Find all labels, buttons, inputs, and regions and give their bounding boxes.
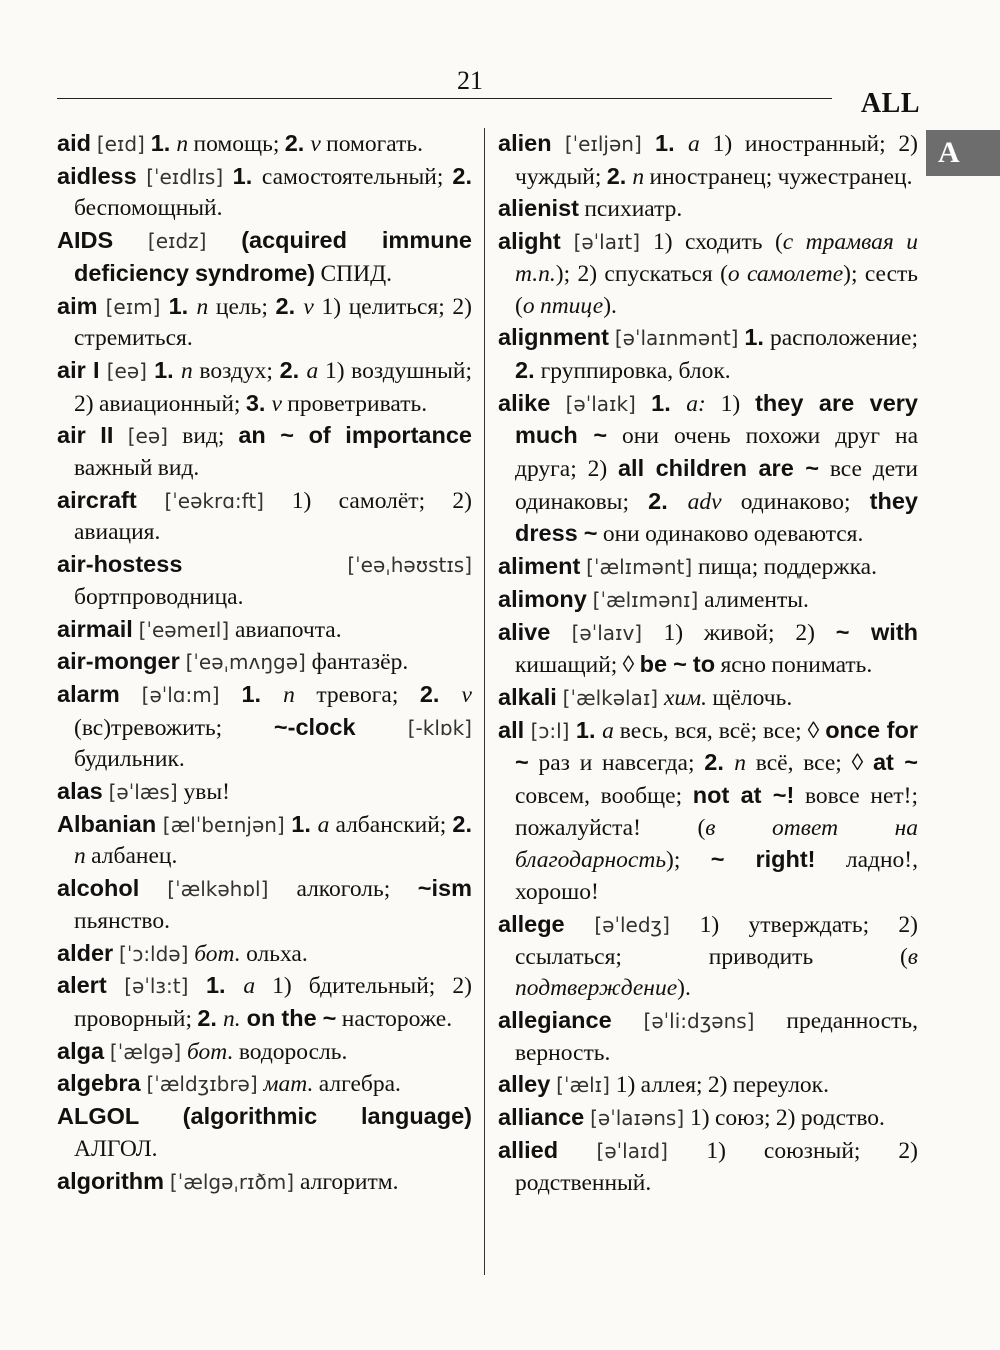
dictionary-entry [57, 1166, 472, 1199]
bold-phrase: 1. [205, 972, 244, 999]
transcription: [ˈælɪmənɪ] [586, 587, 705, 612]
translation-text: увы! [183, 779, 230, 806]
headword: alimony [498, 585, 587, 612]
dictionary-entry [57, 1101, 472, 1165]
italic-label: о самолете [727, 260, 844, 287]
bold-phrase: ~-clock [273, 713, 356, 740]
dictionary-entry [57, 161, 472, 225]
translation-text: ); сесть ( [515, 260, 918, 319]
column-divider [484, 128, 485, 1275]
bold-phrase: on the ~ [240, 1004, 337, 1031]
translation-text: цель; [208, 293, 276, 320]
transcription: [ˈælɪmənt] [580, 555, 699, 580]
transcription: [əˈlaɪt] [560, 230, 653, 255]
headword: alike [498, 389, 551, 416]
headword: alignment [498, 324, 609, 351]
italic-label: a: [686, 390, 706, 417]
transcription: [əˈlæs] [102, 780, 184, 805]
transcription: [ˈælgəˌrɪðm] [164, 1169, 300, 1194]
translation-text: 1) аллея; 2) переулок. [615, 1072, 829, 1099]
translation-text: проветривать. [281, 390, 428, 417]
transcription: [əˈledʒ] [564, 912, 700, 937]
dictionary-entry [57, 776, 472, 809]
headword: aid [57, 130, 91, 156]
bold-phrase: 1. [232, 162, 262, 189]
headword: alert [57, 972, 107, 999]
headword: aliment [498, 553, 581, 580]
transcription: [əˈlaɪv] [550, 620, 664, 645]
italic-label: a [688, 131, 700, 157]
transcription: [ˈɔ:ldə] [113, 941, 195, 966]
headword: AIDS [57, 227, 114, 254]
bold-phrase: 2. [704, 749, 735, 776]
translation-text: 1) союзный; 2) родственный. [515, 1137, 918, 1196]
bold-phrase: 2. [419, 680, 462, 707]
italic-label: n. [223, 1005, 241, 1032]
dictionary-entry [498, 1069, 918, 1102]
transcription: [əˈli:dʒəns] [611, 1008, 787, 1033]
bold-phrase: 1. [150, 130, 177, 156]
headword: alley [498, 1071, 551, 1098]
translation-text: водоросль. [233, 1038, 348, 1065]
italic-label: n [74, 843, 86, 870]
dictionary-entry [498, 682, 918, 715]
headword: all [498, 716, 525, 743]
translation-text: раз и навсегда; [528, 750, 705, 777]
translation-text: СПИД. [315, 260, 393, 287]
translation-text: настороже. [336, 1005, 453, 1032]
bold-phrase: ~ism [417, 875, 473, 902]
translation-text: албанский; [329, 811, 453, 838]
translation-text: 1) иностранный; 2) чуждый; [515, 131, 918, 190]
transcription: [ˈeəˌhəʊstɪs] [182, 553, 472, 578]
translation-text: 1) союз; 2) родство. [690, 1105, 885, 1132]
headword: air-hostess [57, 551, 183, 578]
translation-text: расположение; [769, 325, 918, 352]
translation-text: они одинаково одеваются. [597, 521, 864, 548]
transcription: [ˈeɪdlɪs] [136, 164, 233, 189]
transcription: [ˈeəmeɪl] [132, 617, 235, 642]
dictionary-entry [57, 614, 472, 647]
translation-text: беспомощный. [74, 195, 223, 222]
translation-text: авиапочта. [234, 616, 342, 643]
transcription: [ˈældʒɪbrə] [140, 1072, 264, 1097]
translation-text: АЛГОЛ. [74, 1135, 158, 1162]
bold-phrase: be ~ to [639, 651, 716, 678]
translation-text: помощь; [188, 131, 285, 157]
translation-text: они очень похожи друг на друга; 2) [515, 423, 919, 483]
italic-label: v [310, 131, 321, 157]
italic-label: n [181, 357, 193, 384]
dictionary-entry [57, 549, 472, 613]
dictionary-entry [57, 355, 472, 420]
bold-phrase: 2. [284, 130, 311, 156]
transcription: [əˈlaɪəns] [584, 1106, 691, 1131]
translation-text: всё, все; ◊ [746, 750, 873, 777]
dictionary-entry [57, 970, 472, 1035]
bold-phrase: (algorithmic language) [138, 1103, 472, 1130]
headword: air I [57, 356, 100, 383]
bold-phrase: once for ~ [515, 716, 918, 776]
thumb-index-tab [926, 130, 1000, 176]
translation-text: самостоятельный; [261, 163, 453, 190]
bold-phrase: 2. [452, 810, 472, 837]
headword: airmail [57, 615, 133, 642]
translation-text: преданность, верность. [515, 1007, 918, 1066]
guide-word: ALL [860, 88, 920, 119]
headword: alas [57, 778, 103, 805]
bold-phrase: all children are ~ [617, 455, 819, 482]
dictionary-entry [498, 1102, 918, 1135]
translation-text: ольха. [240, 940, 308, 967]
transcription: [eə] [113, 424, 183, 449]
headword: ALGOL [57, 1103, 139, 1130]
translation-text: иностранец; чужестранец. [644, 163, 913, 190]
dictionary-entry [498, 322, 918, 387]
dictionary-entry [57, 291, 472, 355]
thumb-letter: A [938, 136, 960, 169]
dictionary-entry [57, 1068, 472, 1101]
dictionary-entry [498, 617, 918, 682]
bold-phrase: 1. [651, 389, 687, 416]
bold-phrase: an ~ of importance [238, 422, 472, 449]
translation-text: бортпроводница. [74, 583, 244, 610]
headword: air II [57, 422, 114, 449]
headword: aidless [57, 162, 137, 189]
headword: air-monger [57, 648, 180, 675]
translation-text: совсем, вообще; [515, 783, 693, 810]
transcription: [eɪdz] [113, 229, 242, 254]
bold-phrase: not at ~! [692, 782, 795, 809]
bold-phrase: at ~ [872, 749, 918, 776]
translation-text: 1) воздушный; 2) авиационный; [74, 357, 472, 417]
bold-phrase: 1. [168, 292, 197, 319]
headword: alienist [498, 195, 579, 222]
headword: alder [57, 939, 114, 966]
italic-label: о птице [522, 292, 604, 319]
italic-label: с трамвая и т.п. [515, 229, 918, 287]
headword: aim [57, 292, 98, 319]
translation-text: 1) сходить ( [652, 229, 783, 256]
translation-text: алгебра. [313, 1071, 401, 1098]
dictionary-entry [57, 809, 472, 873]
bold-phrase: 1. [291, 810, 318, 837]
transcription: [eə] [99, 358, 155, 383]
translation-text: вовсе нет!; пожалуйста! ( [515, 783, 918, 841]
dictionary-entry [57, 420, 472, 484]
left-column [57, 128, 472, 1198]
translation-text: фантазёр. [311, 649, 409, 676]
transcription: [eɪd] [90, 132, 151, 156]
italic-label: хим. [663, 684, 708, 711]
dictionary-entry [57, 679, 472, 776]
dictionary-entry [498, 1005, 918, 1069]
headword: allegiance [498, 1006, 612, 1033]
dictionary-entry [57, 873, 472, 937]
italic-label: a [306, 357, 319, 384]
bold-phrase: 1. [154, 356, 182, 383]
headword: alive [498, 618, 551, 645]
bold-phrase: 2. [515, 356, 541, 383]
headword: alga [57, 1037, 105, 1064]
translation-text: воздух; [192, 357, 280, 384]
dictionary-entry [498, 715, 918, 909]
italic-label: v [303, 293, 314, 320]
bold-phrase: they dress ~ [515, 487, 918, 547]
headword: aircraft [57, 486, 137, 513]
translation-text: психиатр. [578, 196, 683, 223]
translation-text: ); 2) спускаться ( [555, 260, 728, 287]
dictionary-entry [498, 128, 918, 193]
dictionary-entry [498, 388, 918, 552]
bold-phrase: 2. [275, 292, 304, 319]
translation-text: 1) [705, 390, 756, 417]
dictionary-entry [498, 226, 918, 322]
headword: alliance [498, 1104, 585, 1131]
transcription: [ˈælgə] [104, 1039, 188, 1064]
translation-text: группировка, блок. [540, 357, 731, 384]
translation-text: весь, вся, всё; все; ◊ [613, 717, 826, 744]
translation-text: ладно!, хорошо! [515, 847, 918, 906]
right-column [498, 128, 918, 1199]
bold-phrase: 1. [575, 716, 603, 743]
italic-label: в подтверждение [515, 943, 918, 1002]
bold-phrase: 2. [279, 356, 307, 383]
bold-phrase: 2. [648, 487, 688, 514]
translation-text: одинаково; [721, 488, 870, 515]
bold-phrase: ~ right! [710, 846, 816, 873]
translation-text: кишащий; ◊ [515, 652, 640, 679]
italic-label: n [283, 681, 295, 708]
bold-phrase: 3. [245, 389, 272, 416]
translation-text: 1) живой; 2) [663, 619, 836, 646]
translation-text: 1) самолёт; 2) авиация. [74, 487, 472, 546]
translation-text: все дети одинаковы; [515, 456, 918, 515]
translation-text: 1) целиться; 2) стремиться. [74, 293, 472, 352]
transcription: [ælˈbeɪnjən] [156, 812, 292, 837]
translation-text: вид; [182, 423, 239, 450]
translation-text: ). [603, 292, 617, 319]
translation-text: щёлочь. [707, 684, 793, 711]
bold-phrase: 2. [452, 162, 472, 189]
bold-phrase: 2. [606, 162, 633, 189]
dictionary-entry [57, 1036, 472, 1069]
bold-phrase: 1. [744, 324, 770, 351]
translation-text: ). [677, 975, 691, 1002]
dictionary-entry [57, 225, 472, 290]
translation-text: пьянство. [74, 907, 170, 934]
dictionary-entry [498, 551, 918, 584]
italic-label: n [632, 163, 645, 190]
translation-text: 1) бдительный; 2) проворный; [74, 973, 472, 1032]
translation-text: (вс)тревожить; [74, 714, 274, 741]
transcription: [eɪm] [97, 294, 169, 319]
translation-text: алкоголь; [296, 876, 418, 903]
translation-text: алименты. [704, 586, 809, 613]
headword: alkali [498, 683, 557, 710]
transcription: [əˈlaɪnmənt] [608, 326, 745, 351]
italic-label: a [243, 973, 256, 1000]
bold-phrase: 2. [197, 1004, 223, 1031]
headword: alarm [57, 680, 120, 707]
transcription: [ˈælkəlaɪ] [556, 685, 664, 710]
dictionary-entry [57, 485, 472, 549]
dictionary-entry [498, 909, 918, 1005]
translation-text: алгоритм. [299, 1168, 399, 1195]
italic-label: v [461, 681, 472, 708]
italic-label: n [196, 293, 209, 320]
bold-phrase: ~ with [835, 618, 919, 645]
dictionary-entry [498, 193, 918, 226]
transcription: [ɔ:l] [524, 718, 576, 743]
italic-label: n [176, 131, 189, 157]
transcription: [ˈeəkrɑ:ft] [136, 488, 292, 513]
headword: allege [498, 910, 565, 937]
headword: alien [498, 130, 552, 156]
translation-text: пища; поддержка. [698, 554, 877, 581]
translation-text: ); [666, 847, 711, 874]
bold-phrase: (acquired immune deficiency syndrome) [74, 227, 472, 286]
italic-label: adv [687, 488, 722, 515]
transcription: [ˈeɪljən] [551, 132, 656, 156]
headword: Albanian [57, 810, 157, 837]
transcription: [əˈlaɪk] [550, 391, 652, 416]
headword: algorithm [57, 1167, 165, 1194]
translation-text: помогать. [320, 131, 423, 157]
transcription: [əˈlaɪd] [558, 1138, 707, 1163]
italic-label: бот. [194, 940, 241, 967]
page-number: 21 [457, 66, 483, 95]
headword: alcohol [57, 875, 140, 902]
italic-label: v [271, 390, 282, 417]
translation-text: тревога; [294, 681, 420, 708]
transcription: [əˈlɜ:t] [106, 974, 206, 999]
dictionary-entry [57, 938, 472, 971]
transcription: [ˈeəˌmʌŋgə] [179, 650, 312, 675]
translation-text: будильник. [74, 746, 185, 773]
italic-label: n [734, 750, 747, 777]
bold-phrase: they are very much ~ [515, 389, 919, 449]
translation-text: ясно понимать. [715, 652, 873, 679]
headword: algebra [57, 1070, 141, 1097]
italic-label: мат. [263, 1071, 314, 1098]
italic-label: бот. [187, 1038, 234, 1065]
transcription: [ˈælɪ] [550, 1073, 616, 1098]
translation-text: 1) утверждать; 2) ссылаться; приводить ( [515, 911, 919, 970]
italic-label: в ответ на благодарность [515, 814, 918, 874]
header-rule [57, 98, 832, 99]
transcription: [-klɒk] [355, 715, 472, 740]
dictionary-entry [498, 584, 918, 617]
headword: alight [498, 228, 561, 255]
dictionary-entry [57, 646, 472, 679]
dictionary-entry [498, 1135, 918, 1199]
headword: allied [498, 1136, 559, 1163]
translation-text: албанец. [85, 843, 178, 870]
italic-label: a [317, 811, 330, 838]
bold-phrase: 1. [655, 130, 689, 156]
transcription: [əˈlɑ:m] [119, 682, 242, 707]
dictionary-entry [57, 128, 472, 161]
transcription: [ˈælkəhɒl] [139, 877, 297, 902]
translation-text: важный вид. [74, 455, 200, 482]
bold-phrase: 1. [241, 680, 284, 707]
italic-label: a [602, 717, 614, 744]
